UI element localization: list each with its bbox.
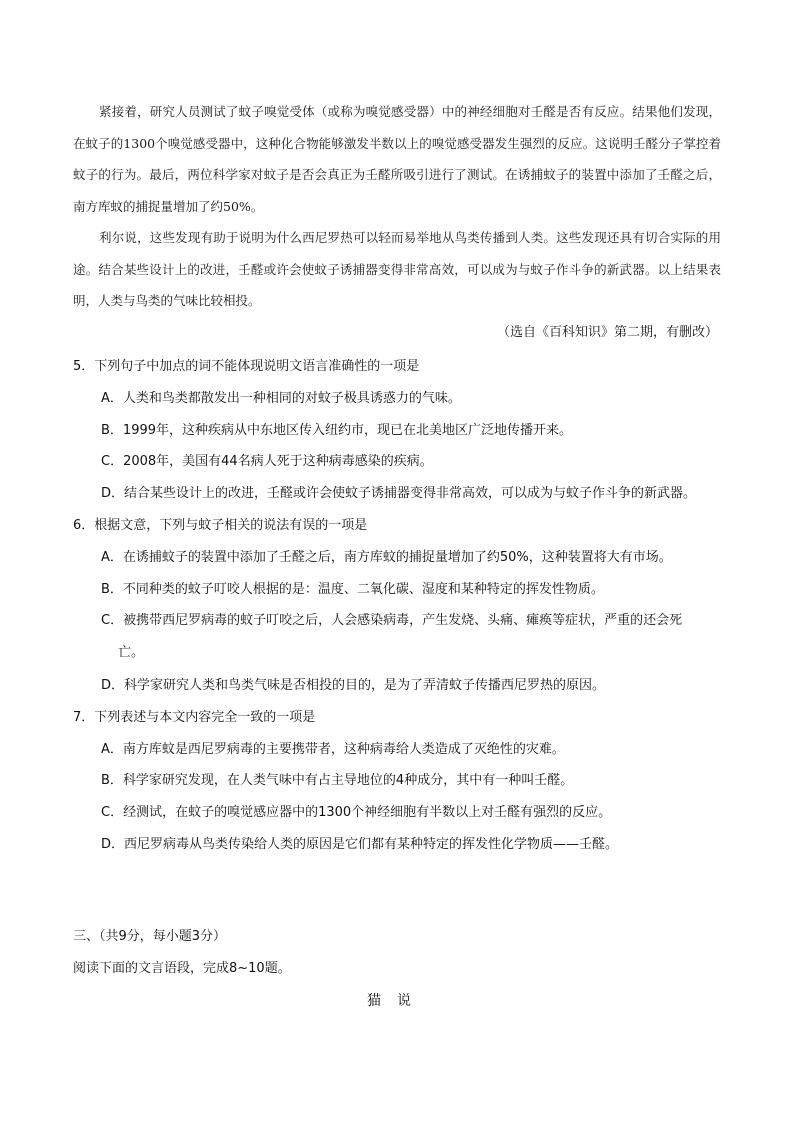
question-6-option-c-text: C．被携带西尼罗病毒的蚊子叮咬之后，人会感染病毒，产生发烧、头痛、瘫痪等症状，严重的还会死 bbox=[101, 613, 683, 628]
question-7-option-a[interactable]: A．南方库蚊是西尼罗病毒的主要携带者，这种病毒给人类造成了灭绝性的灾难。 bbox=[101, 742, 565, 757]
question-5-stem: 5．下列句子中加点的词不能体现说明文语言准确性的一项是 bbox=[73, 359, 420, 374]
question-7-option-d[interactable]: D．西尼罗病毒从鸟类传染给人类的原因是它们都有某种特定的挥发性化学物质——壬醛。 bbox=[101, 837, 619, 852]
question-5-option-d[interactable]: D．结合某些设计上的改进，壬醛或许会使蚊子诱捕器变得非常高效，可以成为与蚊子作斗争的新武器。 bbox=[101, 486, 697, 501]
question-5-option-b[interactable]: B．1999年，这种疾病从中东地区传入纽约市，现已在北美地区广泛地传播开来。 bbox=[101, 423, 573, 438]
question-6-stem: 6．根据文意，下列与蚊子相关的说法有误的一项是 bbox=[73, 518, 368, 533]
question-6-option-b[interactable]: B．不同种类的蚊子叮咬人根据的是：温度、二氧化碳、湿度和某种特定的挥发性物质。 bbox=[101, 582, 604, 597]
question-7-option-c[interactable]: C．经测试，在蚊子的嗅觉感应器中的1300个神经细胞有半数以上对壬醛有强烈的反应。 bbox=[101, 805, 612, 820]
question-5-option-c[interactable]: C．2008年，美国有44名病人死于这种病毒感染的疾病。 bbox=[101, 454, 433, 469]
question-6-option-a[interactable]: A．在诱捕蚊子的装置中添加了壬醛之后，南方库蚊的捕捉量增加了约50%，这种装置将大有市场。 bbox=[101, 550, 672, 565]
question-7-stem: 7．下列表述与本文内容完全一致的一项是 bbox=[73, 710, 316, 725]
passage-paragraph-1: 紧接着，研究人员测试了蚊子嗅觉受体（或称为嗅觉感受器）中的神经细胞对壬醛是否有反应。结果他们发现，在蚊子的1300个嗅觉感受器中，这种化合物能够激发半数以上的嗅觉感受器发生强烈的反应。这说明壬醛分子掌控着蚊子的行为。最后，两位科学家对蚊子是否会真正为壬醛所吸引进行了测试。在诱捕蚊子的装置中添加了壬醛之后，南方库蚊的捕捉量增加了约50%。 bbox=[73, 104, 721, 214]
question-6-option-c-continuation: 亡。 bbox=[118, 645, 145, 660]
passage-text bbox=[73, 96, 721, 317]
passage-paragraph-2: 利尔说，这些发现有助于说明为什么西尼罗热可以轻而易举地从鸟类传播到人类。这些发现还具有切合实际的用途。结合某些设计上的改进，壬醛或许会使蚊子诱捕器变得非常高效，可以成为与蚊子作斗争的新武器。以上结果表明，人类与鸟类的气味比较相投。 bbox=[73, 230, 721, 308]
question-6-option-c[interactable] bbox=[101, 611, 725, 663]
classical-text-title: 猫说 bbox=[367, 993, 427, 1009]
question-7-option-b[interactable]: B．科学家研究发现，在人类气味中有占主导地位的4种成分，其中有一种叫壬醛。 bbox=[101, 773, 574, 788]
section-3-title: 三、（共9分，每小题3分） bbox=[73, 929, 227, 944]
section-3-instruction: 阅读下面的文言语段，完成8~10题。 bbox=[73, 961, 291, 976]
passage-source: （选自《百科知识》第二期，有删改） bbox=[496, 325, 718, 340]
question-6-option-d[interactable]: D．科学家研究人类和鸟类气味是否相投的目的，是为了弄清蚊子传播西尼罗热的原因。 bbox=[101, 678, 606, 693]
question-5-option-a[interactable]: A．人类和鸟类都散发出一种相同的对蚊子极具诱惑力的气味。 bbox=[101, 391, 461, 406]
